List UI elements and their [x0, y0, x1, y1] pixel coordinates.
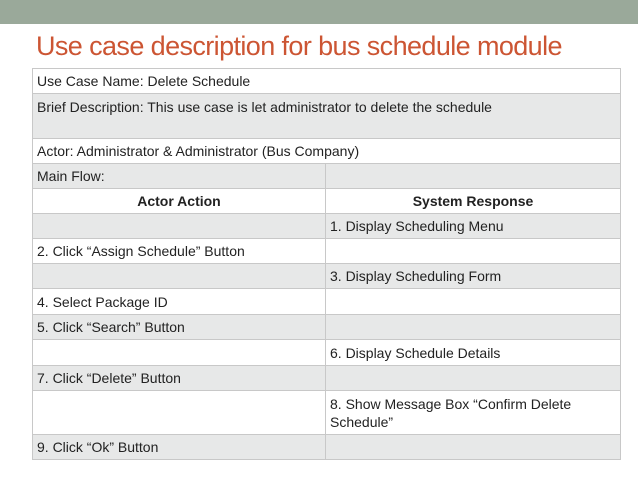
brief-description: Brief Description: This use case is let administrator to delete the schedule: [33, 94, 621, 139]
table-row: [33, 289, 621, 315]
table-header-row: [33, 189, 621, 214]
slide-title: Use case description for bus schedule module: [36, 31, 562, 61]
system-step-cell: 3. Display Scheduling Form: [326, 264, 621, 289]
actor-step-cell: 4. Select Package ID: [33, 289, 326, 315]
system-step-cell: 6. Display Schedule Details: [326, 340, 621, 366]
system-step-cell: [326, 289, 621, 315]
actor-step-cell: 5. Click “Search” Button: [33, 315, 326, 340]
actor-line: Actor: Administrator & Administrator (Bus Company): [33, 139, 621, 164]
system-step-cell: [326, 435, 621, 460]
column-header-system-response: System Response: [326, 189, 621, 214]
actor-step-cell: 7. Click “Delete” Button: [33, 366, 326, 391]
system-step-cell: [326, 239, 621, 264]
table-row: [33, 239, 621, 264]
actor-step-cell: [33, 264, 326, 289]
table-row: [33, 264, 621, 289]
actor-step-cell: 9. Click “Ok” Button: [33, 435, 326, 460]
table-row: [33, 315, 621, 340]
actor-step-cell: 2. Click “Assign Schedule” Button: [33, 239, 326, 264]
system-step-cell: [326, 315, 621, 340]
system-step-cell: 8. Show Message Box “Confirm Delete Schedule”: [326, 391, 621, 435]
system-step-cell: 1. Display Scheduling Menu: [326, 214, 621, 239]
table-row: [33, 366, 621, 391]
actor-step-cell: [33, 391, 326, 435]
empty-cell: [326, 164, 621, 189]
main-flow-label: Main Flow:: [33, 164, 326, 189]
table-row: [33, 214, 621, 239]
table-row: [33, 435, 621, 460]
top-accent-bar: [0, 0, 638, 24]
table-row: [33, 340, 621, 366]
table-row: [33, 69, 621, 94]
table-row: [33, 139, 621, 164]
column-header-actor-action: Actor Action: [33, 189, 326, 214]
table-row: [33, 94, 621, 139]
system-step-cell: [326, 366, 621, 391]
table-row: [33, 164, 621, 189]
actor-step-cell: [33, 340, 326, 366]
table-row: [33, 391, 621, 435]
use-case-table: [32, 68, 621, 460]
actor-step-cell: [33, 214, 326, 239]
use-case-name: Use Case Name: Delete Schedule: [33, 69, 621, 94]
